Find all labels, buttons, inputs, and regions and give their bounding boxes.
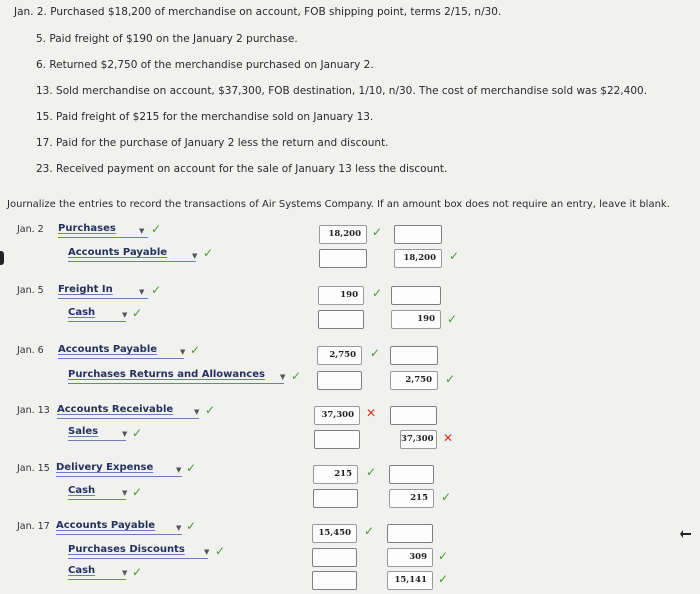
chevron-down-icon[interactable]: ▼: [139, 288, 145, 296]
account-select[interactable]: Purchases: [58, 223, 116, 234]
credit-amount-field[interactable]: [390, 346, 438, 365]
account-select[interactable]: Delivery Expense: [56, 462, 154, 473]
account-select-underline: [58, 358, 184, 359]
credit-amount-field[interactable]: 190: [391, 310, 441, 329]
debit-amount-field[interactable]: [314, 430, 360, 449]
account-select[interactable]: Accounts Receivable: [57, 404, 174, 415]
check-icon: ✓: [186, 519, 197, 533]
entry-date: Jan. 5: [17, 285, 44, 296]
account-select-underline: [57, 418, 199, 419]
chevron-down-icon[interactable]: ▼: [122, 489, 128, 497]
credit-amount-field[interactable]: 18,200: [394, 249, 442, 268]
cross-icon: ✕: [443, 431, 454, 445]
debit-amount-field[interactable]: 2,750: [317, 346, 362, 365]
entry-date: Jan. 15: [17, 463, 50, 474]
chevron-down-icon[interactable]: ▼: [194, 408, 200, 416]
check-icon: ✓: [447, 312, 458, 326]
entry-date: Jan. 17: [17, 521, 50, 532]
chevron-down-icon[interactable]: ▼: [204, 548, 210, 556]
account-select-underline: [68, 499, 126, 500]
problem-line-15: 15. Paid freight of $215 for the merchandise sold on January 13.: [36, 111, 374, 123]
chevron-down-icon[interactable]: ▼: [176, 524, 182, 532]
credit-amount-field[interactable]: 2,750: [390, 371, 438, 390]
check-icon: ✓: [445, 372, 456, 386]
problem-line-jan2: Jan. 2. Purchased $18,200 of merchandise on account, FOB shipping point, terms 2/15, n/30.: [14, 6, 502, 18]
chevron-down-icon[interactable]: ▼: [192, 252, 198, 260]
problem-line-5: 5. Paid freight of $190 on the January 2 purchase.: [36, 33, 298, 45]
check-icon: ✓: [449, 249, 460, 263]
check-icon: ✓: [372, 286, 383, 300]
instructions: Journalize the entries to record the transactions of Air Systems Company. If an amount box does not require an entry, leave it blank.: [7, 199, 670, 210]
mouse-cursor-icon: [680, 528, 692, 540]
debit-amount-field[interactable]: 190: [318, 286, 364, 305]
check-icon: ✓: [370, 346, 381, 360]
entry-date: Jan. 2: [17, 224, 44, 235]
chevron-down-icon[interactable]: ▼: [176, 466, 182, 474]
account-select-underline: [68, 261, 196, 262]
account-select-underline: [56, 534, 182, 535]
entry-date: Jan. 13: [17, 405, 50, 416]
chevron-down-icon[interactable]: ▼: [122, 311, 128, 319]
credit-amount-field[interactable]: [387, 524, 433, 543]
credit-amount-field[interactable]: 309: [387, 548, 433, 567]
debit-amount-field[interactable]: [319, 249, 367, 268]
debit-amount-field[interactable]: 15,450: [312, 524, 357, 543]
check-icon: ✓: [132, 426, 143, 440]
left-edge-marker: [0, 251, 4, 265]
account-select-underline: [68, 321, 126, 322]
credit-amount-field[interactable]: [390, 406, 437, 425]
problem-line-23: 23. Received payment on account for the sale of January 13 less the discount.: [36, 163, 448, 175]
check-icon: ✓: [151, 283, 162, 297]
debit-amount-field[interactable]: 37,300: [314, 406, 360, 425]
check-icon: ✓: [132, 306, 143, 320]
account-select-underline: [68, 440, 126, 441]
check-icon: ✓: [215, 544, 226, 558]
check-icon: ✓: [132, 565, 143, 579]
account-select[interactable]: Sales: [68, 426, 99, 437]
credit-amount-field[interactable]: [389, 465, 434, 484]
problem-line-13: 13. Sold merchandise on account, $37,300, FOB destination, 1/10, n/30. The cost of merchandise sold was $22,400.: [36, 85, 648, 97]
check-icon: ✓: [203, 246, 214, 260]
account-select[interactable]: Freight In: [58, 284, 113, 295]
chevron-down-icon[interactable]: ▼: [139, 227, 145, 235]
cross-icon: ✕: [366, 406, 377, 420]
account-select-underline: [58, 298, 148, 299]
debit-amount-field[interactable]: [317, 371, 362, 390]
credit-amount-field[interactable]: 215: [389, 489, 434, 508]
check-icon: ✓: [366, 465, 377, 479]
check-icon: ✓: [291, 369, 302, 383]
account-select-underline: [68, 558, 208, 559]
check-icon: ✓: [438, 549, 449, 563]
check-icon: ✓: [186, 461, 197, 475]
credit-amount-field[interactable]: [391, 286, 441, 305]
check-icon: ✓: [372, 225, 383, 239]
account-select-underline: [68, 579, 126, 580]
chevron-down-icon[interactable]: ▼: [122, 569, 128, 577]
account-select[interactable]: Purchases Returns and Allowances: [68, 369, 265, 380]
debit-amount-field[interactable]: [318, 310, 364, 329]
check-icon: ✓: [205, 403, 216, 417]
account-select[interactable]: Accounts Payable: [58, 344, 158, 355]
check-icon: ✓: [441, 490, 452, 504]
chevron-down-icon[interactable]: ▼: [122, 430, 128, 438]
check-icon: ✓: [364, 524, 375, 538]
account-select[interactable]: Purchases Discounts: [68, 544, 185, 555]
account-select[interactable]: Cash: [68, 565, 96, 576]
credit-amount-field[interactable]: [394, 225, 442, 244]
check-icon: ✓: [151, 222, 162, 236]
account-select[interactable]: Cash: [68, 485, 96, 496]
debit-amount-field[interactable]: [312, 548, 357, 567]
debit-amount-field[interactable]: 215: [313, 465, 358, 484]
check-icon: ✓: [190, 343, 201, 357]
debit-amount-field[interactable]: [312, 571, 357, 590]
credit-amount-field[interactable]: 15,141: [387, 571, 433, 590]
credit-amount-field[interactable]: 37,300: [400, 430, 437, 449]
debit-amount-field[interactable]: [313, 489, 358, 508]
chevron-down-icon[interactable]: ▼: [180, 348, 186, 356]
account-select-underline: [68, 383, 284, 384]
problem-line-6: 6. Returned $2,750 of the merchandise purchased on January 2.: [36, 59, 374, 71]
chevron-down-icon[interactable]: ▼: [280, 373, 286, 381]
check-icon: ✓: [438, 572, 449, 586]
debit-amount-field[interactable]: 18,200: [319, 225, 367, 244]
account-select[interactable]: Accounts Payable: [68, 247, 168, 258]
problem-line-17: 17. Paid for the purchase of January 2 less the return and discount.: [36, 137, 389, 149]
account-select[interactable]: Cash: [68, 307, 96, 318]
entry-date: Jan. 6: [17, 345, 44, 356]
account-select-underline: [56, 476, 182, 477]
account-select[interactable]: Accounts Payable: [56, 520, 156, 531]
account-select-underline: [58, 237, 148, 238]
check-icon: ✓: [132, 485, 143, 499]
